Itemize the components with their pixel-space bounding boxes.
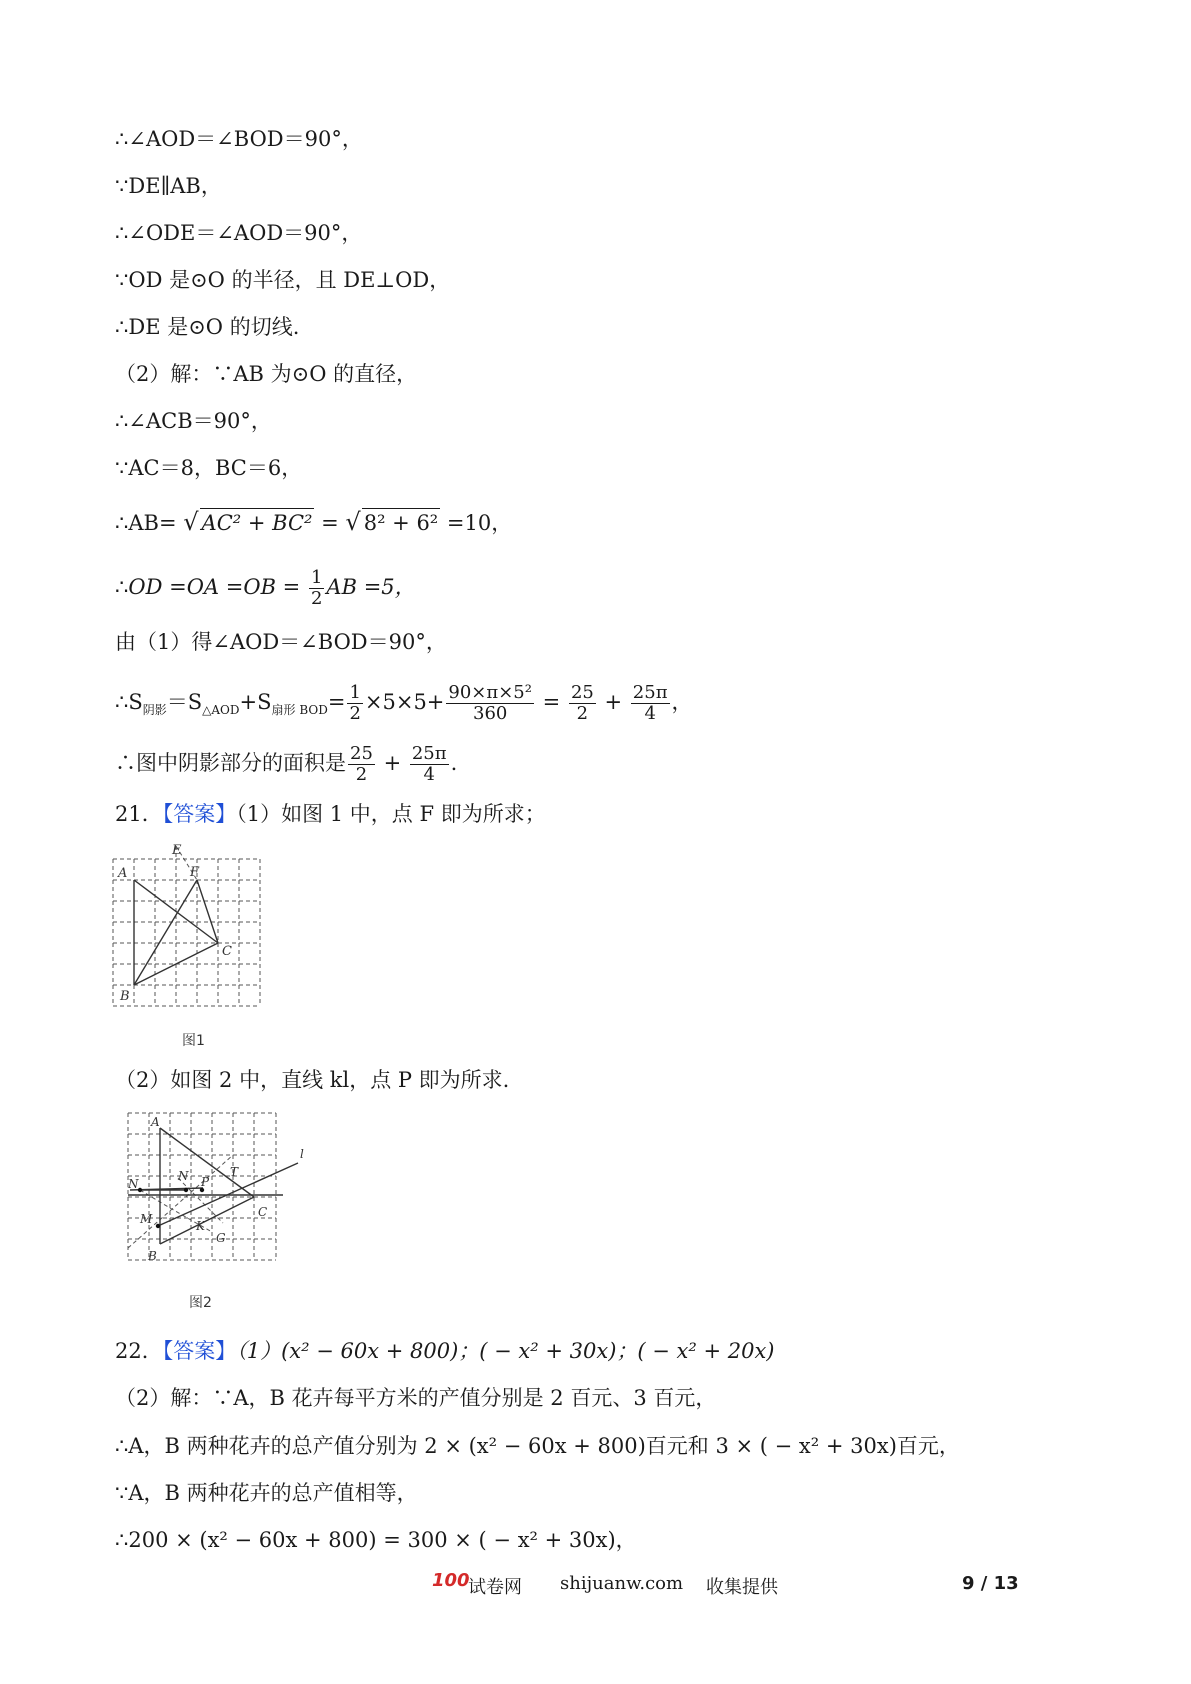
radicand: AC² + BC² (200, 508, 315, 537)
math-text: + (597, 690, 629, 714)
numerator: 25 (570, 682, 594, 703)
question-22-header (115, 1337, 775, 1365)
answer-text: （1）如图 1 中，点 F 即为所求； (236, 802, 546, 826)
math-text: ∴AB= (115, 511, 177, 535)
math-text: +S (239, 690, 272, 714)
denominator: 4 (644, 703, 656, 724)
denominator: 4 (423, 764, 435, 785)
math-text: ×5×5+ (364, 690, 445, 714)
text-line: ∵A，B 两种花卉的总产值相等， (115, 1481, 418, 1505)
fig2-label-p: P (201, 1175, 210, 1189)
numerator: 1 (349, 682, 361, 703)
text-line: ∴DE 是⊙O 的切线. (115, 315, 300, 339)
question-number: 22． (115, 1339, 163, 1363)
math-text: ∴ (115, 575, 129, 599)
fig2-label-a: A (151, 1115, 160, 1129)
fig2-label-m: M (140, 1212, 153, 1226)
radical-sign: √ (183, 508, 199, 536)
site-logo: 100 (432, 1570, 470, 1591)
answer-text: （1）(x² − 60x + 800)；( − x² + 30x)；( − x² + 20x) (236, 1339, 775, 1363)
fig1-label-b: B (120, 989, 130, 1004)
fig1-label-c: C (222, 944, 232, 959)
text-line: ∴∠AOD＝∠BOD＝90°， (115, 127, 363, 151)
subscript: △AOD (202, 703, 240, 718)
text-line: ∴A，B 两种花卉的总产值分别为 2 × (x² − 60x + 800)百元和 3 × ( − x² + 30x)百元， (115, 1434, 960, 1458)
answer-tag: 【答案】 (162, 802, 237, 826)
fraction (410, 744, 449, 785)
text-line: ∴∠ODE＝∠AOD＝90°， (115, 221, 363, 245)
fraction (347, 683, 362, 724)
figure-2-caption: 图2 (189, 1295, 212, 1311)
math-line-area (115, 683, 693, 724)
denominator: 2 (349, 703, 361, 724)
math-text: OD =OA =OB = (128, 575, 301, 599)
text-line: ∴200 × (x² − 60x + 800) = 300 × ( − x² + 30x)， (115, 1528, 637, 1552)
fig2-label-k: K (196, 1219, 205, 1233)
fig2-label-c: C (258, 1205, 268, 1219)
site-url[interactable]: shijuanw.com (560, 1573, 684, 1594)
numerator: 25 (350, 743, 373, 764)
fraction (569, 683, 596, 724)
denominator: 2 (310, 588, 323, 609)
fig1-label-a: A (118, 866, 128, 881)
math-text: ＝S (166, 690, 203, 714)
site-name: 试卷网 (468, 1577, 522, 1598)
text-line: ∵AC＝8，BC＝6， (115, 456, 303, 480)
math-line-od (115, 568, 416, 609)
denominator: 2 (355, 764, 368, 785)
math-text: = (321, 511, 346, 535)
answer-tag: 【答案】 (162, 1339, 237, 1363)
text-line: （2）解：∵A，B 花卉每平方米的产值分别是 2 百元、3 百元， (115, 1386, 717, 1410)
text-line: 由（1）得∠AOD＝∠BOD＝90°， (115, 630, 447, 654)
math-text: AB =5， (326, 575, 416, 599)
math-text: = (535, 690, 567, 714)
fig2-label-n2: N (178, 1169, 189, 1183)
math-text: + (376, 751, 408, 775)
fraction (348, 744, 375, 785)
fraction (309, 568, 324, 609)
denominator: 2 (576, 703, 589, 724)
subscript: 扇形 BOD (271, 703, 328, 718)
radical-sign: √ (345, 508, 361, 536)
text-line: ∴∠ACB＝90°， (115, 409, 272, 433)
figure-1-caption: 图1 (182, 1033, 205, 1049)
numerator: 1 (310, 567, 323, 588)
fig2-label-n: N (128, 1177, 139, 1191)
text-line: （2）解：∵AB 为⊙O 的直径， (115, 362, 418, 386)
math-line-ab (115, 508, 512, 537)
text-line: ∵OD 是⊙O 的半径，且 DE⊥OD， (115, 268, 451, 292)
fig2-label-t: T (230, 1165, 239, 1179)
numerator: 25π (411, 743, 447, 764)
fraction (446, 683, 534, 724)
math-text: = (327, 690, 346, 714)
fraction (631, 683, 670, 724)
math-text: . (450, 751, 458, 775)
text-line: （2）如图 2 中，直线 kl，点 P 即为所求. (115, 1068, 510, 1092)
fig2-label-b: B (148, 1249, 157, 1263)
radicand: 8² + 6² (362, 508, 441, 537)
provided-by: 收集提供 (706, 1577, 778, 1598)
math-text: =10， (446, 511, 513, 535)
math-text: ∴图中阴影部分的面积是 (115, 751, 346, 775)
fig2-label-g: G (216, 1231, 226, 1245)
denominator: 360 (473, 703, 508, 724)
fig1-label-e: E (172, 843, 182, 858)
numerator: 25π (632, 682, 668, 703)
subscript: 阴影 (142, 703, 167, 718)
page-number: 9 / 13 (962, 1573, 1019, 1594)
fig1-label-f: F (190, 865, 200, 880)
question-number: 21． (115, 802, 163, 826)
text-line: ∵DE∥AB， (115, 174, 222, 198)
fig2-label-l: l (300, 1147, 304, 1161)
math-text: ∴S (115, 690, 143, 714)
figure-1-grid (110, 843, 270, 1018)
question-21-header (115, 800, 546, 828)
numerator: 90×π×5² (448, 682, 532, 703)
math-line-result (115, 744, 457, 785)
math-text: ， (671, 690, 693, 714)
figure-2-grid (118, 1108, 318, 1268)
